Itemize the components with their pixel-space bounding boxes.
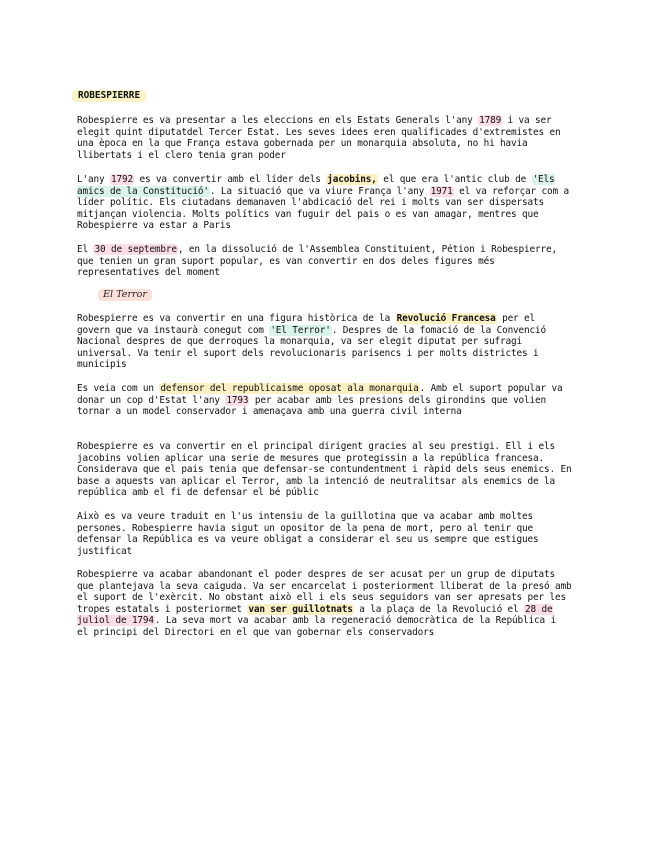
highlight-club: 'Els amics de la Constitució' bbox=[77, 174, 555, 197]
highlight-revolution: Revolució Francesa bbox=[396, 313, 496, 324]
highlight-date: 28 de juliol de 1794 bbox=[77, 603, 553, 627]
paragraph-2 bbox=[77, 174, 572, 232]
highlight-guillotine: van ser guillotnats bbox=[248, 603, 353, 615]
text-run: L'any bbox=[77, 174, 110, 185]
text-run: . La seva mort va acabar amb la regeneració democràtica de la República i el principi del Directori en el que van gobernar els conservadors bbox=[77, 615, 557, 638]
highlight-jacobins: jacobins, bbox=[327, 174, 377, 185]
text-run: . Despres de la fomació de la Convenció Nacional despres de que derroques la monarquia, va ser elegit diputat per sufragi universal. Va tenir el suport dels revolucionaris parisencs i per molts districtes i municipis bbox=[77, 324, 547, 371]
text-run: es va convertir amb el líder dels bbox=[133, 174, 327, 185]
paragraph-3 bbox=[77, 244, 572, 279]
text-run: Es veia com un bbox=[77, 383, 160, 394]
highlight-year: 1792 bbox=[110, 174, 133, 185]
text-run: . Amb el suport popular va donar un cop d'Estat l'any bbox=[77, 383, 563, 406]
section-subtitle: El Terror bbox=[98, 289, 152, 301]
text-run: i va ser elegit quint diputatdel Tercer Estat. Les seves idees eren qualificades d'extremistes en una època en la que França estava gobernada per un monarquia absoluta, no hi havia llibertats i el clero tenia gran poder bbox=[77, 115, 561, 161]
text-run: el va reforçar com a líder polític. Els ciutadans demanaven l'abdicació del rei i molts van ser dispersats mitjançan violencia. Molts polítics van fuguir del pais o es van amagar, mentres que Robespierre va estar a Paris bbox=[77, 185, 570, 232]
highlight-year: 1789 bbox=[479, 115, 502, 126]
text-run: , en la dissolució de l'Assemblea Constituient, Pétion i Robespierre, que tenien un gran suport popular, es van convertir en dos deles figures més representatives del moment bbox=[77, 244, 558, 279]
highlight-defender: defensor del republicaisme oposat ala monarquia bbox=[160, 383, 419, 394]
text-run: Robespierre va acabar abandonant el poder despres de ser acusat per un grup de diputats que plantejava la seva caiguda. Va ser encarcelat i posteriorment lliberat de la presó amb el suport de l'exèrcit. No obstant això ell i els seus seguidors van ser apresats per les tropes estatals i posteriormet bbox=[77, 569, 572, 615]
paragraph-4 bbox=[77, 313, 572, 371]
paragraph-6: Robespierre es va convertir en el principal dirigent gracies al seu prestigi. Ell i els jacobins volien aplicar una serie de mesures que protegissin a la república francesa. Considerava que el pais tenia que defensar-se contundentment i ràpid dels seus enemics. En base a aquests van aplicar el Terror, amb la intenció de neutralitsar als enemics de la república amb el fi de defensar el bé públic bbox=[77, 441, 572, 499]
highlight-year: 1793 bbox=[226, 394, 249, 406]
text-run: per acabar amb les presions dels girondins que volien tornar a un model conservador i amenaçava amb una guerra civil interna bbox=[77, 394, 547, 418]
text-run: Robespierre es va presentar a les eleccions en els Estats Generals l'any bbox=[77, 115, 479, 126]
highlight-year: 1971 bbox=[430, 185, 453, 197]
text-run: a la plaça de la Revolució el bbox=[353, 603, 525, 615]
highlight-terror: 'El Terror' bbox=[270, 324, 331, 336]
paragraph-5 bbox=[77, 383, 572, 418]
document-title: ROBESPIERRE bbox=[72, 90, 146, 102]
text-run: Robespierre es va convertir en una figura històrica de la bbox=[77, 313, 396, 324]
text-run: El bbox=[77, 244, 94, 255]
paragraph-1 bbox=[77, 115, 572, 161]
text-run: el que era l'antic club de bbox=[377, 174, 532, 185]
paragraph-8 bbox=[77, 569, 572, 639]
text-run: per el govern que va instaurà conegut com bbox=[77, 313, 536, 336]
paragraph-7: Això es va veure traduit en l'us intensiu de la guillotina que va acabar amb moltes persones. Robespierre havia sigut un opositor de la pena de mort, pero al tenir que defensar la República es va veure obligat a considerar el seu us sempre que estigues justificat bbox=[77, 511, 539, 557]
highlight-date: 30 de septembre bbox=[94, 244, 177, 255]
text-run: . La situació que va viure França l'any bbox=[209, 185, 430, 197]
